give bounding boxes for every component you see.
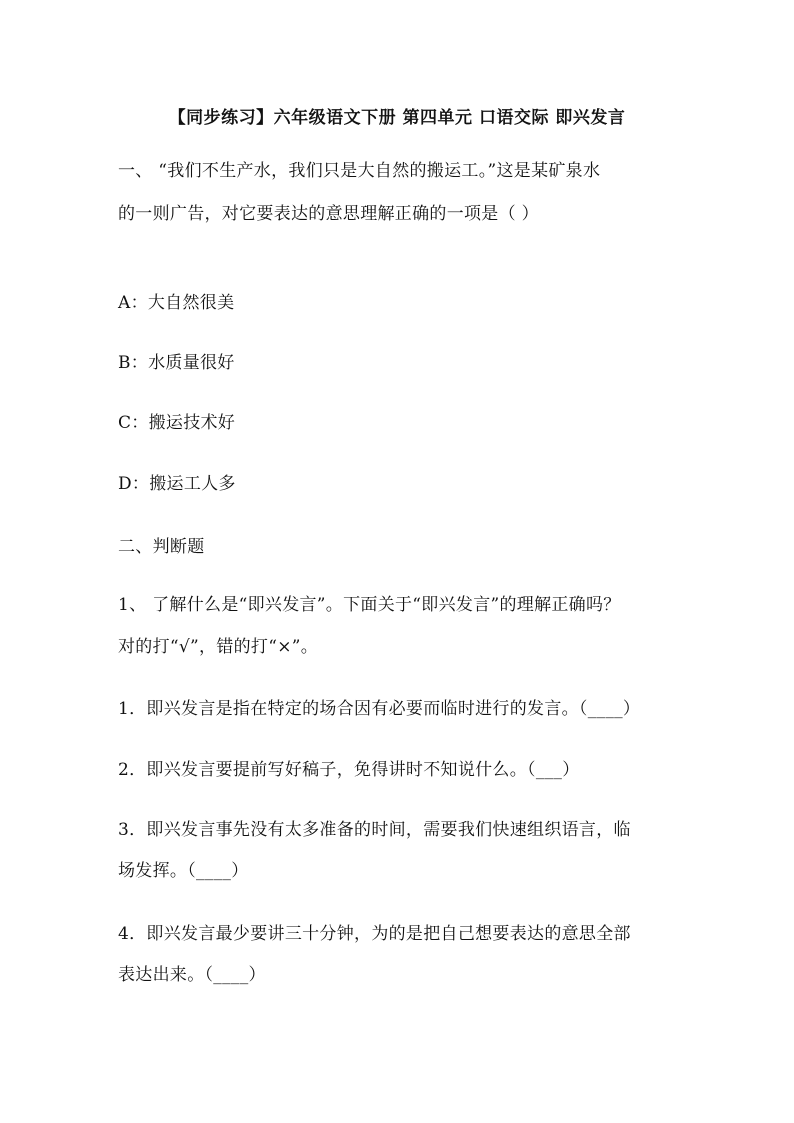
document-title: 【同步练习】六年级语文下册 第四单元 口语交际 即兴发言 [168,108,626,128]
question-1-line-2: 的一则广告，对它要表达的意思理解正确的一项是（ ） [118,204,539,224]
judgement-item-2: 2．即兴发言要提前写好稿子，免得讲时不知说什么。（___） [118,760,580,780]
judgement-item-4-line-1: 4．即兴发言最少要讲三十分钟，为的是把自己想要表达的意思全部 [118,924,631,944]
judgement-item-3-line-2: 场发挥。（____） [118,861,249,881]
judgement-intro-line-1: 1、 了解什么是“即兴发言”。下面关于“即兴发言”的理解正确吗？ [118,595,621,615]
section-2-heading: 二、判断题 [118,537,205,557]
judgement-item-1: 1．即兴发言是指在特定的场合因有必要而临时进行的发言。（____） [118,699,641,719]
judgement-item-3-line-1: 3．即兴发言事先没有太多准备的时间，需要我们快速组织语言，临 [118,820,631,840]
option-b: B：水质量很好 [118,353,235,373]
option-a: A：大自然很美 [118,293,235,313]
judgement-intro-line-2: 对的打“√”，错的打“×”。 [118,637,319,657]
option-c: C：搬运技术好 [118,413,236,433]
question-1-line-1: 一、 “我们不生产水，我们只是大自然的搬运工。”这是某矿泉水 [118,161,601,181]
judgement-item-4-line-2: 表达出来。（____） [118,965,266,985]
option-d: D：搬运工人多 [118,474,236,494]
